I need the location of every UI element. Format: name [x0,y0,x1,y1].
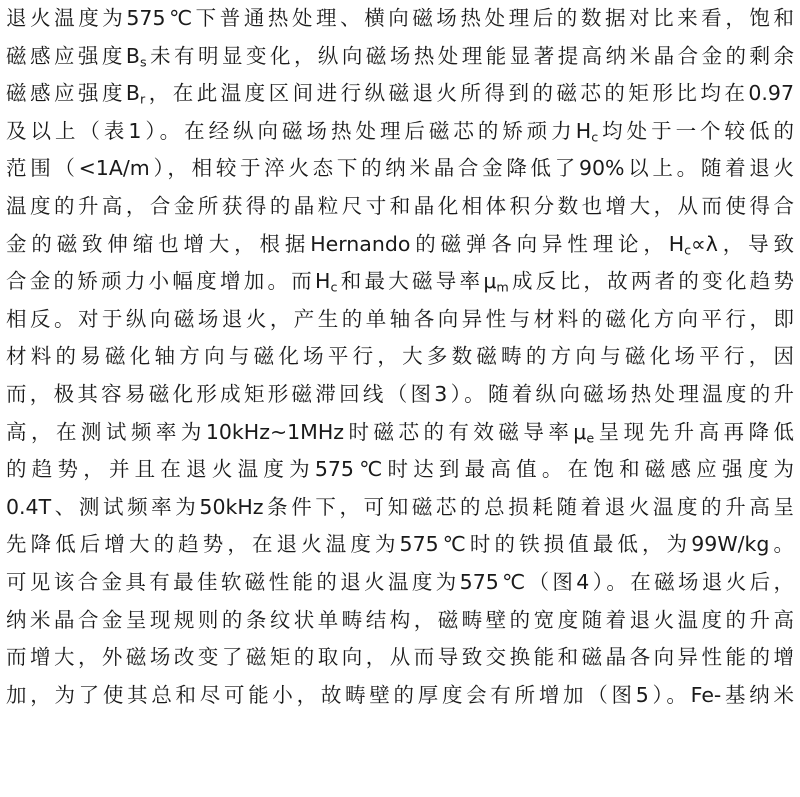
text-line [6,451,794,489]
text-run: 退火温度为575℃下普通热处理、横向磁场热处理后的数据对比来看，饱和 [6,6,794,30]
text-run: 材料的易磁化轴方向与磁化场平行，大多数磁畴的方向与磁化场平行，因 [6,344,794,369]
text-run: 均处于一个较低的 [598,118,794,143]
text-line [6,0,794,38]
subscript: e [586,430,595,446]
text-line [6,38,794,76]
text-line [6,414,794,452]
text-run: 磁感应强度B [6,81,140,106]
subscript: c [591,129,599,145]
subscript: m [496,279,509,295]
text-line [6,301,794,339]
text-run: 而，极其容易磁化形成矩形磁滞回线（图3）。随着纵向磁场热处理温度的升 [6,381,794,406]
text-line [6,376,794,414]
text-run: 未有明显变化，纵向磁场热处理能显著提高纳米晶合金的剩余 [146,43,794,68]
body-paragraph [6,0,794,714]
text-line [6,226,794,264]
text-line [6,150,794,188]
text-run: 温度的升高，合金所获得的晶粒尺寸和晶化相体积分数也增大，从而使得合 [6,193,794,218]
text-run: 呈现先升高再降低 [594,419,794,444]
text-run: 成反比，故两者的变化趋势 [508,269,794,294]
text-run: 的趋势，并且在退火温度为575℃时达到最高值。在饱和磁感应强度为 [6,457,794,482]
text-run: 可见该合金具有最佳软磁性能的退火温度为575℃（图4）。在磁场退火后， [6,569,794,594]
text-run: 和最大磁导率μ [337,269,497,294]
text-run: 范围（<1A/m），相较于淬火态下的纳米晶合金降低了90%以上。随着退火 [6,156,794,181]
text-line [6,113,794,151]
text-line [6,677,794,715]
text-line [6,338,794,376]
text-run: 高，在测试频率为10kHz~1MHz时磁芯的有效磁导率μ [6,419,587,444]
text-run: 合金的矫顽力小幅度增加。而H [6,269,331,294]
text-run: 纳米晶合金呈现规则的条纹状单畴结构，磁畴壁的宽度随着退火温度的升高 [6,607,794,632]
subscript: c [684,242,692,258]
text-run: 0.4T、测试频率为50kHz条件下，可知磁芯的总损耗随着退火温度的升高呈 [6,494,794,519]
text-line [6,639,794,677]
text-line [6,564,794,602]
text-run: 及以上（表1）。在经纵向磁场热处理后磁芯的矫顽力H [6,118,592,143]
text-run: 金的磁致伸缩也增大，根据Hernando的磁弹各向异性理论，H [6,231,685,256]
subscript: s [139,54,147,70]
text-run: 加，为了使其总和尽可能小，故畴壁的厚度会有所增加（图5）。Fe-基纳米 [6,682,794,707]
text-run: ∝λ，导致 [691,231,794,256]
subscript: c [330,279,338,295]
text-line [6,263,794,301]
text-line [6,602,794,640]
text-line [6,75,794,113]
text-line [6,526,794,564]
subscript: r [140,91,146,107]
text-run: ，在此温度区间进行纵磁退火所得到的磁芯的矩形比均在0.97 [145,81,794,106]
text-run: 先降低后增大的趋势，在退火温度为575℃时的铁损值最低，为99W/kg。 [6,532,794,557]
text-run: 磁感应强度B [6,43,140,68]
text-line [6,489,794,527]
text-run: 相反。对于纵向磁场退火，产生的单轴各向异性与材料的磁化方向平行，即 [6,306,794,331]
text-run: 而增大，外磁场改变了磁矩的取向，从而导致交换能和磁晶各向异性能的增 [6,645,794,670]
text-line [6,188,794,226]
